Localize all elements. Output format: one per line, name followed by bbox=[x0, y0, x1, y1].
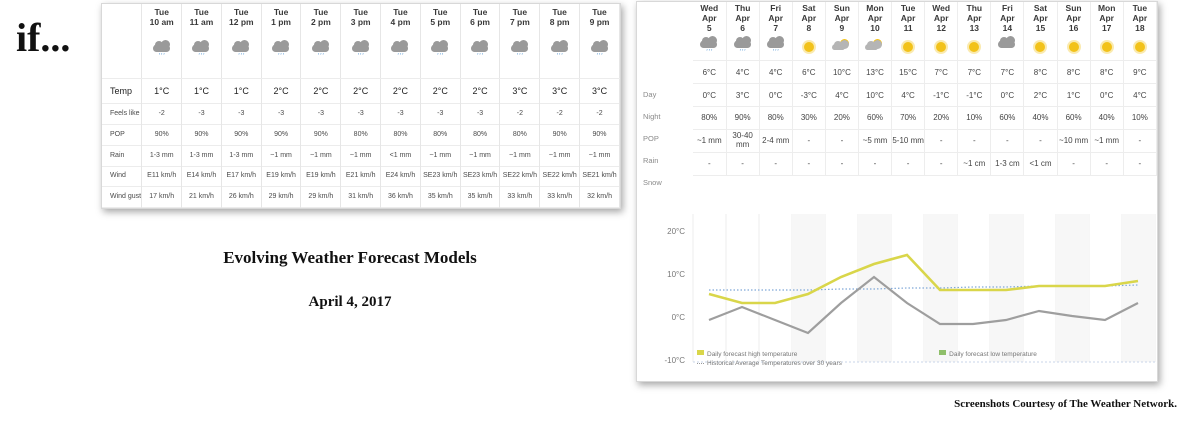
sun-icon bbox=[1024, 36, 1057, 61]
rain-cell: - bbox=[792, 130, 825, 153]
hourly-icon-row bbox=[102, 30, 620, 79]
day-temp-cell: 4°C bbox=[726, 61, 759, 84]
rain-cell: 1-3 mm bbox=[182, 145, 222, 166]
gust-cell: 35 km/h bbox=[460, 187, 500, 208]
cloud-icon bbox=[991, 36, 1024, 61]
rain-cloud-icon: ′′′ bbox=[301, 30, 341, 79]
hourly-header-row bbox=[102, 4, 620, 30]
gust-cell: 33 km/h bbox=[540, 187, 580, 208]
temp-cell: 3°C bbox=[500, 79, 540, 104]
row-label-pop: POP bbox=[643, 134, 659, 143]
snow-cell: - bbox=[1123, 153, 1156, 176]
wind-cell: E14 km/h bbox=[182, 166, 222, 187]
night-temp-cell: 0°C bbox=[759, 84, 792, 107]
hourly-col-header: Tue 6 pm bbox=[460, 4, 500, 30]
snow-cell: - bbox=[1090, 153, 1123, 176]
day-temp-cell: 4°C bbox=[759, 61, 792, 84]
snow-cell: - bbox=[892, 153, 925, 176]
hourly-forecast-panel bbox=[101, 3, 621, 209]
rain-cell: 1-3 mm bbox=[142, 145, 182, 166]
hourly-col-header: Tue 2 pm bbox=[301, 4, 341, 30]
night-temp-cell: -3°C bbox=[792, 84, 825, 107]
temp-cell: 2°C bbox=[341, 79, 381, 104]
pop-cell: 90% bbox=[580, 125, 620, 146]
pop-cell: 80% bbox=[759, 107, 792, 130]
rain-cell: 2-4 mm bbox=[759, 130, 792, 153]
partly-sunny-icon bbox=[858, 36, 891, 61]
rain-cloud-icon: ′′′ bbox=[142, 30, 182, 79]
day-temp-cell: 8°C bbox=[1024, 61, 1057, 84]
rain-cell: ~1 mm bbox=[500, 145, 540, 166]
pop-cell: 90% bbox=[726, 107, 759, 130]
rain-cloud-icon: ′′′ bbox=[726, 36, 759, 61]
daily-header-row bbox=[693, 2, 1157, 36]
credit-line: Screenshots Courtesy of The Weather Network. bbox=[954, 398, 1177, 410]
gust-cell: 29 km/h bbox=[261, 187, 301, 208]
daily-col-header: Sat Apr 8 bbox=[792, 2, 825, 36]
pop-cell: 80% bbox=[341, 125, 381, 146]
day-temp-cell: 15°C bbox=[892, 61, 925, 84]
snow-cell: - bbox=[825, 153, 858, 176]
pop-cell: 80% bbox=[460, 125, 500, 146]
pop-cell: 10% bbox=[1123, 107, 1156, 130]
pop-cell: 90% bbox=[261, 125, 301, 146]
gust-cell: 35 km/h bbox=[420, 187, 460, 208]
sun-icon bbox=[1090, 36, 1123, 61]
daily-col-header: Thu Apr 6 bbox=[726, 2, 759, 36]
gust-cell: 26 km/h bbox=[221, 187, 261, 208]
chart-legend bbox=[697, 350, 1047, 367]
temp-cell: 3°C bbox=[540, 79, 580, 104]
legend-low: Daily forecast low temperature bbox=[939, 350, 1037, 358]
daily-col-header: Thu Apr 13 bbox=[958, 2, 991, 36]
temp-cell: 2°C bbox=[261, 79, 301, 104]
rain-cloud-icon: ′′′ bbox=[182, 30, 222, 79]
daily-forecast-table-wrap bbox=[693, 2, 1157, 214]
partly-sunny-icon bbox=[825, 36, 858, 61]
night-temp-cell: 0°C bbox=[693, 84, 726, 107]
day-temp-cell: 9°C bbox=[1123, 61, 1156, 84]
rain-cloud-icon: ′′′ bbox=[261, 30, 301, 79]
night-temp-cell: 0°C bbox=[991, 84, 1024, 107]
row-label-snow: Snow bbox=[643, 178, 662, 187]
rain-cloud-icon: ′′′ bbox=[420, 30, 460, 79]
rain-cell: ~1 mm bbox=[261, 145, 301, 166]
gust-cell: 31 km/h bbox=[341, 187, 381, 208]
row-label-day: Day bbox=[643, 90, 657, 99]
temp-cell: 1°C bbox=[142, 79, 182, 104]
snow-cell: - bbox=[925, 153, 958, 176]
rain-cell: ~1 mm bbox=[540, 145, 580, 166]
rain-cell: ~10 mm bbox=[1057, 130, 1090, 153]
pop-cell: 10% bbox=[958, 107, 991, 130]
svg-text:0°C: 0°C bbox=[671, 313, 685, 322]
temp-cell: 3°C bbox=[580, 79, 620, 104]
daily-col-header: Sat Apr 15 bbox=[1024, 2, 1057, 36]
hourly-feels-row bbox=[102, 104, 620, 125]
gust-cell: 36 km/h bbox=[381, 187, 421, 208]
daily-night-temp-row bbox=[693, 84, 1157, 107]
feels-cell: -3 bbox=[221, 104, 261, 125]
sun-icon bbox=[925, 36, 958, 61]
night-temp-cell: 2°C bbox=[1024, 84, 1057, 107]
snow-cell: - bbox=[1057, 153, 1090, 176]
rain-cell: - bbox=[1024, 130, 1057, 153]
feels-cell: -3 bbox=[182, 104, 222, 125]
temp-cell: 2°C bbox=[460, 79, 500, 104]
pop-cell: 90% bbox=[142, 125, 182, 146]
wind-cell: E17 km/h bbox=[221, 166, 261, 187]
pop-cell: 80% bbox=[500, 125, 540, 146]
row-label-rain: Rain bbox=[102, 145, 142, 166]
daily-col-header: Tue Apr 18 bbox=[1123, 2, 1156, 36]
day-temp-cell: 6°C bbox=[693, 61, 726, 84]
feels-cell: -3 bbox=[381, 104, 421, 125]
row-label-wind: Wind bbox=[102, 166, 142, 187]
hourly-temp-row bbox=[102, 79, 620, 104]
wind-cell: E19 km/h bbox=[301, 166, 341, 187]
daily-col-header: Fri Apr 7 bbox=[759, 2, 792, 36]
hourly-col-header: Tue 7 pm bbox=[500, 4, 540, 30]
hourly-col-header: Tue 12 pm bbox=[221, 4, 261, 30]
hourly-col-header: Tue 1 pm bbox=[261, 4, 301, 30]
svg-text:10°C: 10°C bbox=[667, 270, 685, 279]
rain-cloud-icon: ′′′ bbox=[580, 30, 620, 79]
temp-cell: 1°C bbox=[221, 79, 261, 104]
night-temp-cell: 4°C bbox=[892, 84, 925, 107]
pop-cell: 40% bbox=[1024, 107, 1057, 130]
pop-cell: 20% bbox=[825, 107, 858, 130]
pop-cell: 20% bbox=[925, 107, 958, 130]
snow-cell: ~1 cm bbox=[958, 153, 991, 176]
rain-cloud-icon: ′′′ bbox=[540, 30, 580, 79]
rain-cell: ~5 mm bbox=[858, 130, 891, 153]
rain-cell: 5-10 mm bbox=[892, 130, 925, 153]
hourly-col-header: Tue 10 am bbox=[142, 4, 182, 30]
feels-cell: -2 bbox=[142, 104, 182, 125]
rain-cloud-icon: ′′′ bbox=[460, 30, 500, 79]
day-temp-cell: 8°C bbox=[1057, 61, 1090, 84]
page-title: Evolving Weather Forecast Models bbox=[223, 248, 477, 267]
daily-col-header: Mon Apr 17 bbox=[1090, 2, 1123, 36]
rain-cloud-icon: ′′′ bbox=[500, 30, 540, 79]
hourly-rain-row bbox=[102, 145, 620, 166]
wind-cell: SE23 km/h bbox=[460, 166, 500, 187]
feels-cell: -3 bbox=[261, 104, 301, 125]
night-temp-cell: 4°C bbox=[825, 84, 858, 107]
rain-cell: <1 mm bbox=[381, 145, 421, 166]
feels-cell: -3 bbox=[341, 104, 381, 125]
temperature-trend-chart bbox=[637, 214, 1157, 381]
legend-avg: Historical Average Temperatures over 30 years bbox=[697, 360, 1047, 367]
night-temp-cell: 10°C bbox=[858, 84, 891, 107]
wind-cell: E11 km/h bbox=[142, 166, 182, 187]
pop-cell: 80% bbox=[693, 107, 726, 130]
svg-text:-10°C: -10°C bbox=[664, 356, 685, 365]
hourly-forecast-table bbox=[102, 4, 620, 208]
wind-cell: SE22 km/h bbox=[500, 166, 540, 187]
temp-cell: 2°C bbox=[420, 79, 460, 104]
legend-avg-swatch bbox=[697, 363, 704, 364]
daily-col-header: Sun Apr 16 bbox=[1057, 2, 1090, 36]
sun-icon bbox=[958, 36, 991, 61]
pop-cell: 90% bbox=[540, 125, 580, 146]
hourly-gust-row bbox=[102, 187, 620, 208]
night-temp-cell: -1°C bbox=[925, 84, 958, 107]
row-label-pop: POP bbox=[102, 125, 142, 146]
rain-cell: 1-3 mm bbox=[221, 145, 261, 166]
page-date: April 4, 2017 bbox=[308, 294, 392, 310]
feels-cell: -3 bbox=[420, 104, 460, 125]
sun-icon bbox=[1057, 36, 1090, 61]
daily-snow-row bbox=[693, 153, 1157, 176]
wind-cell: SE21 km/h bbox=[580, 166, 620, 187]
rain-cloud-icon: ′′′ bbox=[341, 30, 381, 79]
night-temp-cell: 1°C bbox=[1057, 84, 1090, 107]
rain-cell: - bbox=[991, 130, 1024, 153]
hourly-col-header: Tue 5 pm bbox=[420, 4, 460, 30]
day-temp-cell: 7°C bbox=[958, 61, 991, 84]
legend-high: Daily forecast high temperature bbox=[697, 350, 797, 358]
day-temp-cell: 10°C bbox=[825, 61, 858, 84]
hourly-col-header: Tue 8 pm bbox=[540, 4, 580, 30]
if-word: if... bbox=[16, 15, 71, 60]
rain-cloud-icon: ′′′ bbox=[759, 36, 792, 61]
pop-cell: 90% bbox=[182, 125, 222, 146]
snow-cell: <1 cm bbox=[1024, 153, 1057, 176]
hourly-col-header: Tue 11 am bbox=[182, 4, 222, 30]
day-temp-cell: 7°C bbox=[925, 61, 958, 84]
wind-cell: E24 km/h bbox=[381, 166, 421, 187]
daily-icon-row bbox=[693, 36, 1157, 61]
day-temp-cell: 8°C bbox=[1090, 61, 1123, 84]
rain-cloud-icon: ′′′ bbox=[693, 36, 726, 61]
legend-high-swatch bbox=[697, 350, 704, 355]
daily-col-header: Tue Apr 11 bbox=[892, 2, 925, 36]
feels-cell: -3 bbox=[460, 104, 500, 125]
night-temp-cell: -1°C bbox=[958, 84, 991, 107]
pop-cell: 40% bbox=[1090, 107, 1123, 130]
feels-cell: -2 bbox=[540, 104, 580, 125]
pop-cell: 60% bbox=[991, 107, 1024, 130]
pop-cell: 60% bbox=[858, 107, 891, 130]
snow-cell: - bbox=[693, 153, 726, 176]
pop-cell: 70% bbox=[892, 107, 925, 130]
feels-cell: -3 bbox=[301, 104, 341, 125]
gust-cell: 32 km/h bbox=[580, 187, 620, 208]
row-label-wind-gust: Wind gust bbox=[102, 187, 142, 208]
feels-cell: -2 bbox=[580, 104, 620, 125]
daily-rain-row bbox=[693, 130, 1157, 153]
gust-cell: 33 km/h bbox=[500, 187, 540, 208]
daily-col-header: Wed Apr 12 bbox=[925, 2, 958, 36]
gust-cell: 21 km/h bbox=[182, 187, 222, 208]
rain-cell: ~1 mm bbox=[301, 145, 341, 166]
temp-cell: 1°C bbox=[182, 79, 222, 104]
hourly-pop-row bbox=[102, 125, 620, 146]
rain-cell: - bbox=[825, 130, 858, 153]
hourly-wind-row bbox=[102, 166, 620, 187]
daily-pop-row bbox=[693, 107, 1157, 130]
temp-cell: 2°C bbox=[381, 79, 421, 104]
snow-cell: 1-3 cm bbox=[991, 153, 1024, 176]
rain-cell: 30-40 mm bbox=[726, 130, 759, 153]
sun-icon bbox=[892, 36, 925, 61]
rain-cell: - bbox=[1123, 130, 1156, 153]
wind-cell: SE23 km/h bbox=[420, 166, 460, 187]
rain-cell: - bbox=[958, 130, 991, 153]
row-label-temp: Temp bbox=[102, 79, 142, 104]
wind-cell: E19 km/h bbox=[261, 166, 301, 187]
legend-low-swatch bbox=[939, 350, 946, 355]
daily-col-header: Mon Apr 10 bbox=[858, 2, 891, 36]
snow-cell: - bbox=[726, 153, 759, 176]
svg-text:20°C: 20°C bbox=[667, 227, 685, 236]
daily-col-header: Wed Apr 5 bbox=[693, 2, 726, 36]
gust-cell: 29 km/h bbox=[301, 187, 341, 208]
day-temp-cell: 13°C bbox=[858, 61, 891, 84]
rain-cloud-icon: ′′′ bbox=[381, 30, 421, 79]
rain-cell: ~1 mm bbox=[693, 130, 726, 153]
hourly-col-header: Tue 9 pm bbox=[580, 4, 620, 30]
day-temp-cell: 7°C bbox=[991, 61, 1024, 84]
feels-cell: -2 bbox=[500, 104, 540, 125]
hourly-corner-cell bbox=[102, 4, 142, 30]
pop-cell: 80% bbox=[420, 125, 460, 146]
title-block bbox=[140, 248, 560, 311]
rain-cell: ~1 mm bbox=[420, 145, 460, 166]
snow-cell: - bbox=[759, 153, 792, 176]
daily-col-header: Fri Apr 14 bbox=[991, 2, 1024, 36]
pop-cell: 30% bbox=[792, 107, 825, 130]
rain-cell: ~1 mm bbox=[460, 145, 500, 166]
daily-day-temp-row bbox=[693, 61, 1157, 84]
rain-cell: - bbox=[925, 130, 958, 153]
rain-cell: ~1 mm bbox=[1090, 130, 1123, 153]
sun-icon bbox=[792, 36, 825, 61]
pop-cell: 80% bbox=[381, 125, 421, 146]
snow-cell: - bbox=[858, 153, 891, 176]
gust-cell: 17 km/h bbox=[142, 187, 182, 208]
night-temp-cell: 0°C bbox=[1090, 84, 1123, 107]
sun-icon bbox=[1123, 36, 1156, 61]
wind-cell: E21 km/h bbox=[341, 166, 381, 187]
hourly-col-header: Tue 3 pm bbox=[341, 4, 381, 30]
daily-col-header: Sun Apr 9 bbox=[825, 2, 858, 36]
night-temp-cell: 4°C bbox=[1123, 84, 1156, 107]
pop-cell: 60% bbox=[1057, 107, 1090, 130]
wind-cell: SE22 km/h bbox=[540, 166, 580, 187]
row-label-feels-like: Feels like bbox=[102, 104, 142, 125]
daily-forecast-table bbox=[693, 2, 1157, 176]
snow-cell: - bbox=[792, 153, 825, 176]
night-temp-cell: 3°C bbox=[726, 84, 759, 107]
pop-cell: 90% bbox=[221, 125, 261, 146]
row-label-night: Night bbox=[643, 112, 661, 121]
daily-forecast-panel bbox=[636, 1, 1158, 382]
day-temp-cell: 6°C bbox=[792, 61, 825, 84]
rain-cell: ~1 mm bbox=[341, 145, 381, 166]
pop-cell: 90% bbox=[301, 125, 341, 146]
temp-cell: 2°C bbox=[301, 79, 341, 104]
rain-cell: ~1 mm bbox=[580, 145, 620, 166]
rain-cloud-icon: ′′′ bbox=[221, 30, 261, 79]
row-label-rain: Rain bbox=[643, 156, 659, 165]
hourly-col-header: Tue 4 pm bbox=[381, 4, 421, 30]
